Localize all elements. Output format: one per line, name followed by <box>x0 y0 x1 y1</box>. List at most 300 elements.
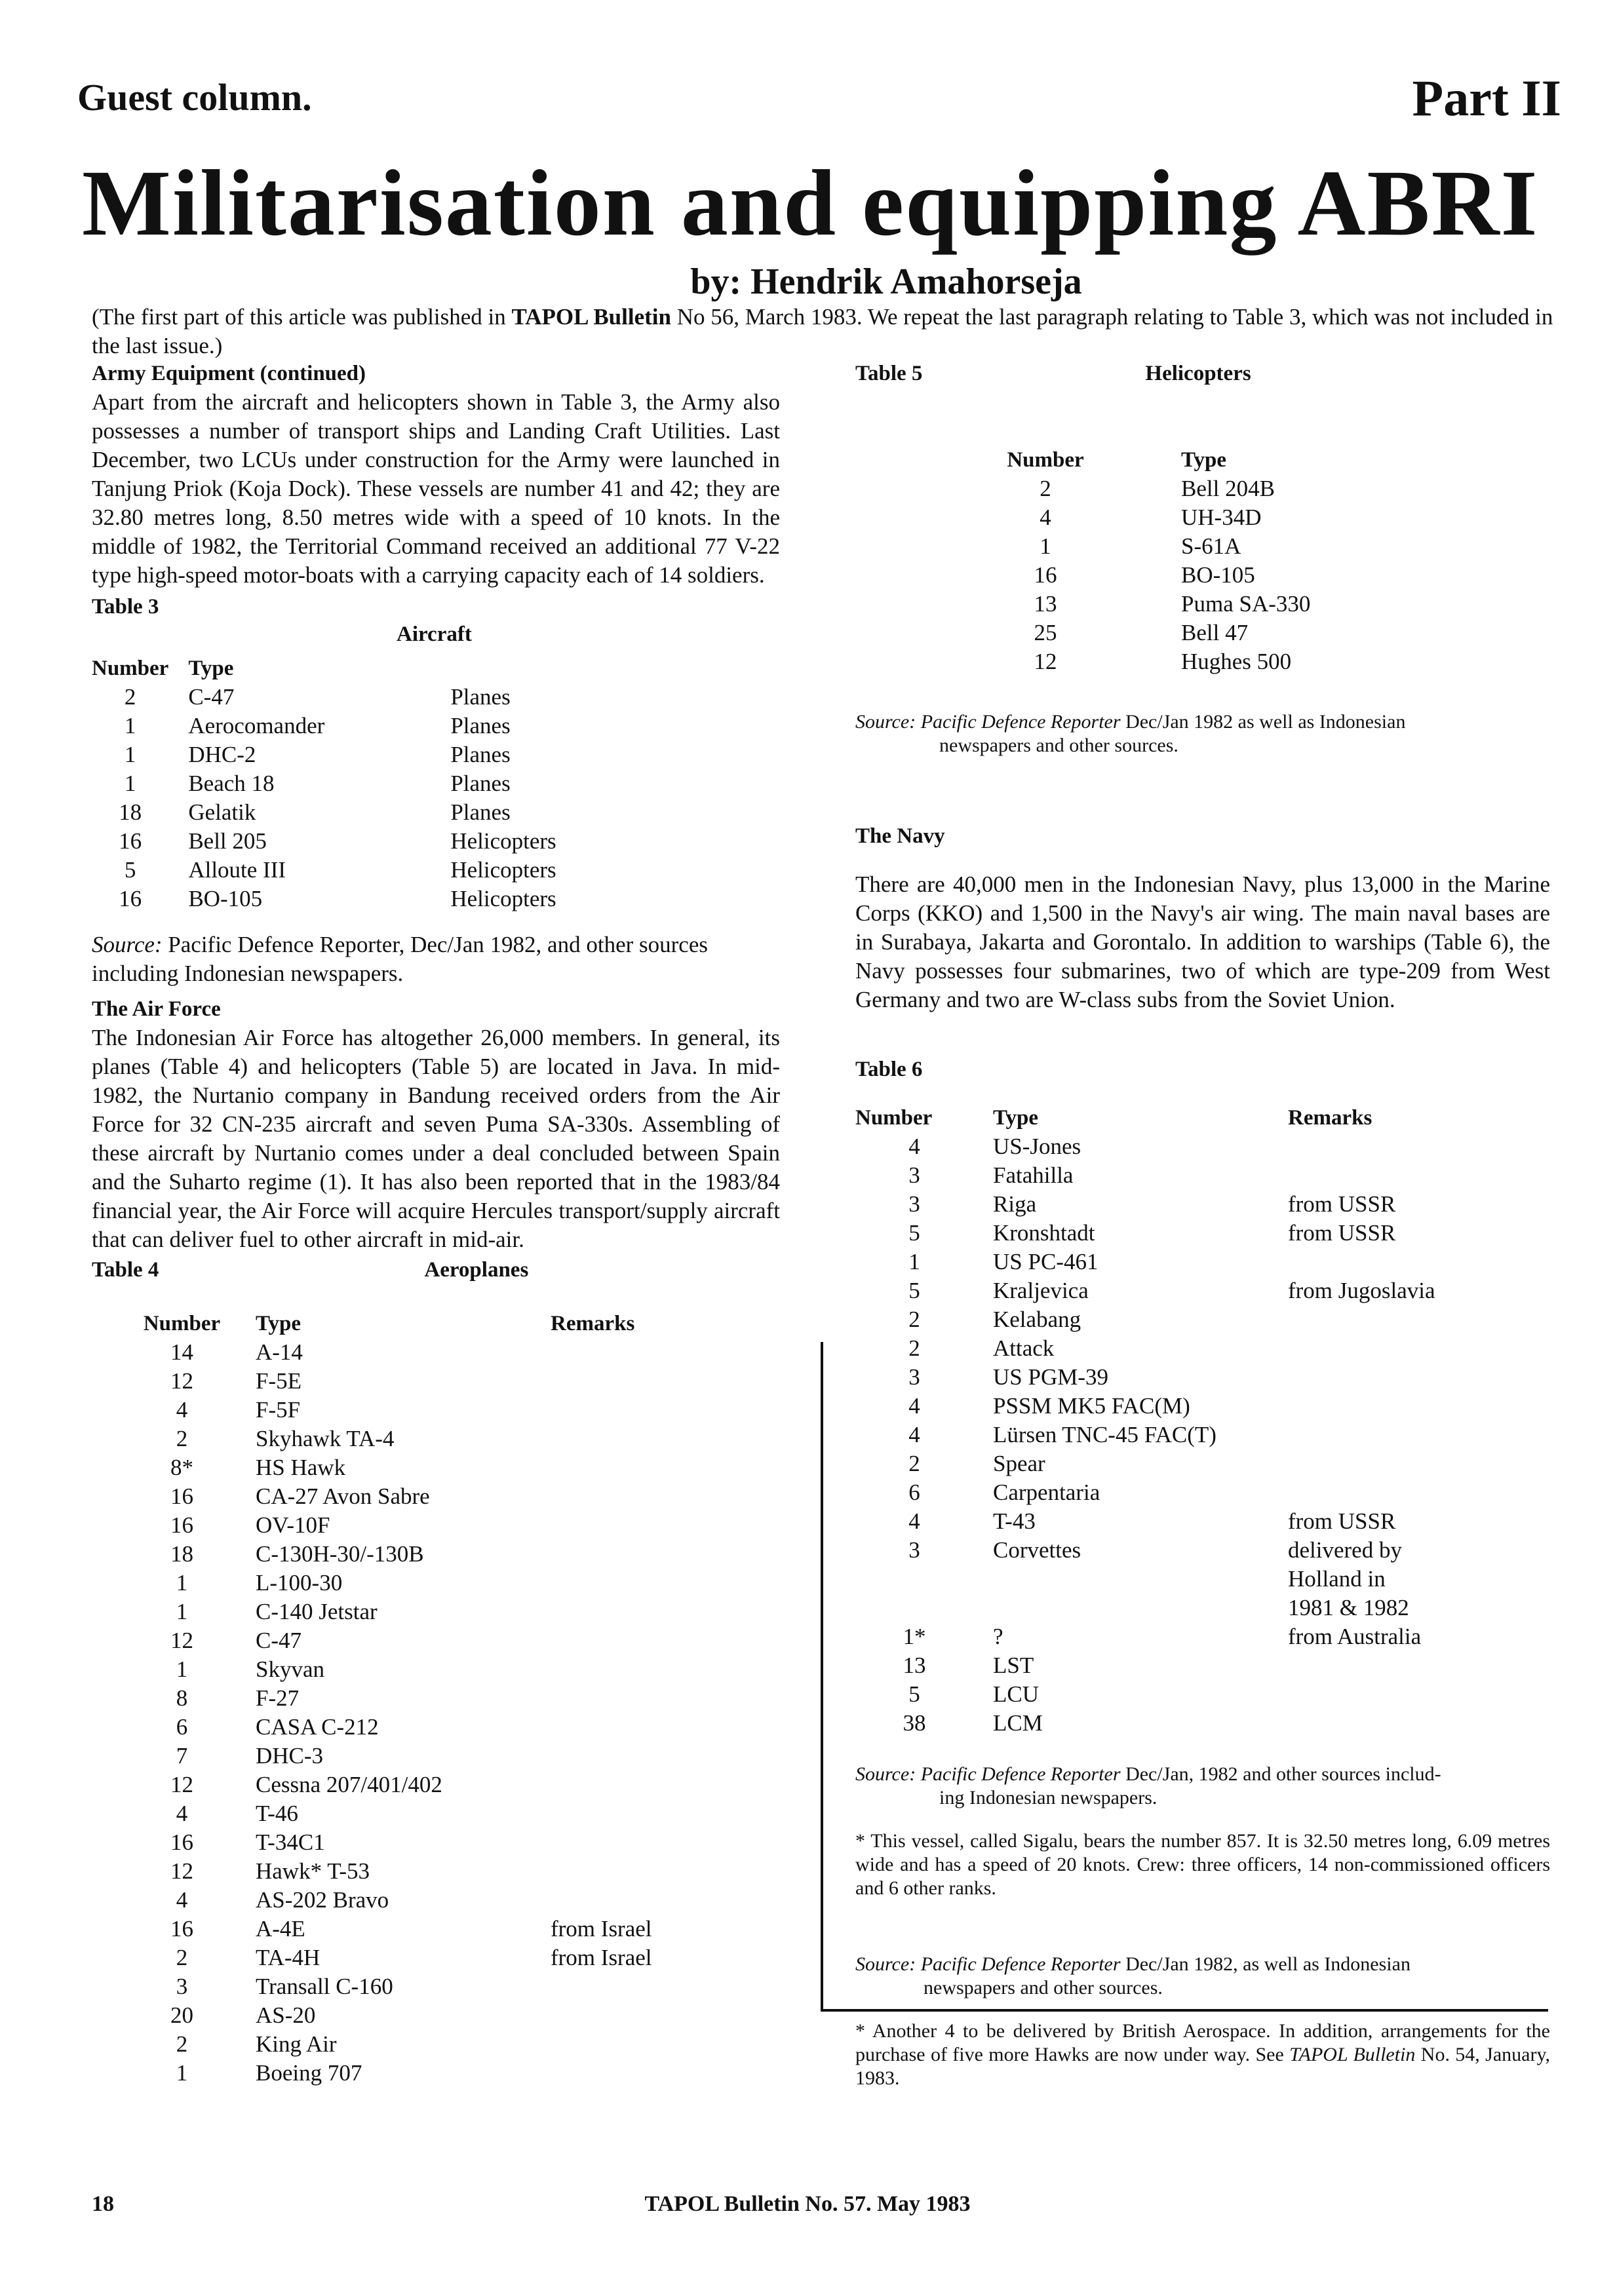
table3-number-cell: 1 <box>124 771 136 796</box>
table4-row <box>128 1972 652 2001</box>
table4-type-cell: T-34C1 <box>256 1829 325 1855</box>
table3-header <box>92 654 556 683</box>
table6-source-text2: ing Indonesian newspapers. <box>939 1787 1158 1808</box>
table6-col-type: Type <box>993 1106 1039 1130</box>
table6-header <box>855 1103 1485 1132</box>
table6-label: Table 6 <box>855 1058 923 1081</box>
table4-remarks-cell <box>551 1857 652 1886</box>
table4-number-cell: 12 <box>170 1772 193 1797</box>
table6-row <box>855 1565 1485 1594</box>
table6-remarks-cell <box>1288 1161 1485 1190</box>
table3-source-label: Source: <box>92 932 163 957</box>
table6-type-cell: Corvettes <box>993 1537 1081 1563</box>
table4-number-cell: 2 <box>176 1426 188 1451</box>
table6-number-cell: 13 <box>903 1653 926 1678</box>
table4-number-cell: 20 <box>170 2002 193 2028</box>
table6-remarks-cell <box>1288 1132 1485 1161</box>
table6-type-cell: US PC-461 <box>993 1249 1099 1274</box>
table4-caption: Aeroplanes <box>424 1258 529 1282</box>
table4-number-cell: 18 <box>170 1541 193 1567</box>
table5-row <box>970 647 1310 676</box>
table4-type-cell: TA-4H <box>256 1945 321 1970</box>
table3-caption: Aircraft <box>397 622 472 646</box>
table5-number-cell: 25 <box>1034 620 1057 645</box>
table6-type-cell: LCU <box>993 1681 1039 1707</box>
table3-number-cell: 18 <box>119 799 142 825</box>
table6-row <box>855 1248 1485 1276</box>
table5-number-cell: 16 <box>1034 562 1057 588</box>
table6-row <box>855 1219 1485 1248</box>
table6-number-cell: 2 <box>908 1451 920 1476</box>
table4-row <box>128 1684 652 1713</box>
table4-type-cell: HS Hawk <box>256 1455 346 1480</box>
table3 <box>92 654 556 913</box>
table4-row <box>128 1569 652 1598</box>
table5-number-cell: 4 <box>1040 505 1051 530</box>
table3-row <box>92 712 556 740</box>
table3-row <box>92 798 556 827</box>
table6-number-cell: 6 <box>908 1480 920 1505</box>
table6-row <box>855 1132 1485 1161</box>
table5-row <box>970 619 1310 647</box>
table3-row <box>92 740 556 769</box>
table4-remarks-cell: from Israel <box>551 1916 652 1942</box>
table4-type-cell: Cessna 207/401/402 <box>256 1772 442 1797</box>
table6-row <box>855 1363 1485 1392</box>
part-label: Part II <box>1412 69 1561 126</box>
table4-row <box>128 1598 652 1626</box>
table6-remarks-cell <box>1288 1421 1485 1449</box>
table4-source-label: Source: <box>855 1953 916 1975</box>
table5 <box>970 446 1310 676</box>
table6-remarks-cell <box>1288 1449 1485 1478</box>
table4-remarks-cell <box>551 1511 652 1540</box>
table4-number-cell: 16 <box>170 1916 193 1942</box>
table6-type-cell: Kronshtadt <box>993 1220 1095 1246</box>
table4-type-cell: C-140 Jetstar <box>256 1599 378 1624</box>
table6-box-left-rule <box>821 1342 823 2010</box>
table6-remarks-cell: 1981 & 1982 <box>1288 1595 1409 1620</box>
table6-number-cell <box>855 1594 973 1622</box>
navy-paragraph: There are 40,000 men in the Indonesian Navy, plus 13,000 in the Marine Corps (KKO) and 1,500 in the Navy's air wing. The main naval bases are in Surabaya, Jakarta and Gorontalo. In addition to warships (Table 6), the Navy possesses four submarines, two of which are type-209 from West Germany and two are W-class subs from the Soviet Union. <box>855 871 1550 1012</box>
table3-type-cell: Alloute III <box>188 857 286 883</box>
table6-type-cell: ? <box>993 1624 1003 1649</box>
table4-row <box>128 1857 652 1886</box>
table3-number-cell: 1 <box>124 713 136 738</box>
table4-number-cell: 16 <box>170 1512 193 1538</box>
table6-remarks-cell <box>1288 1680 1485 1709</box>
table5-type-cell: Puma SA-330 <box>1181 591 1311 617</box>
table3-row <box>92 885 556 913</box>
table6-type-cell: Kelabang <box>993 1307 1081 1332</box>
table4-row <box>128 1742 652 1770</box>
table5-source-pub: Pacific Defence Reporter <box>920 711 1121 733</box>
table4-number-cell: 4 <box>176 1397 188 1423</box>
table3-row <box>92 856 556 885</box>
table4-col-number: Number <box>143 1312 221 1335</box>
intro-pre: (The first part of this article was published in <box>92 304 512 330</box>
table6-type-cell: Fatahilla <box>993 1162 1074 1188</box>
table6-number-cell: 3 <box>908 1162 920 1188</box>
table6-remarks-cell <box>1288 1478 1485 1507</box>
table3-col-kind <box>450 654 556 683</box>
table6-remarks-cell: delivered by <box>1288 1537 1402 1563</box>
table6-type-cell: LST <box>993 1653 1034 1678</box>
table4-source <box>855 1953 1550 2000</box>
table3-number-cell: 16 <box>119 886 142 911</box>
table4-type-cell: Skyvan <box>256 1656 324 1682</box>
table5-row <box>970 590 1310 619</box>
table3-row <box>92 827 556 856</box>
table4-type-cell: F-5F <box>256 1397 301 1423</box>
table4-remarks-cell <box>551 1828 652 1857</box>
table4-row <box>128 2059 652 2088</box>
table5-source-label: Source: <box>855 711 916 733</box>
table4-remarks-cell <box>551 1626 652 1655</box>
table6-type-cell: US PGM-39 <box>993 1364 1109 1390</box>
table6-number-cell: 4 <box>908 1422 920 1447</box>
table5-type-cell: Bell 204B <box>1181 476 1275 501</box>
table4-col-type: Type <box>256 1312 302 1335</box>
table3-kind-cell: Planes <box>450 713 511 738</box>
table6-row <box>855 1507 1485 1536</box>
table4-type-cell: CA-27 Avon Sabre <box>256 1483 430 1509</box>
table4-row <box>128 1828 652 1857</box>
table4-type-cell: CASA C-212 <box>256 1714 379 1740</box>
table4-row <box>128 1396 652 1425</box>
table3-type-cell: Aerocomander <box>188 713 325 738</box>
table6-row <box>855 1651 1485 1680</box>
table4-number-cell: 1 <box>176 1599 188 1624</box>
table4-type-cell: DHC-3 <box>256 1743 324 1769</box>
table3-col-number: Number <box>92 657 169 680</box>
table6-row <box>855 1449 1485 1478</box>
table4-type-cell: Transall C-160 <box>256 1974 393 1999</box>
table3-row <box>92 683 556 712</box>
table6-row <box>855 1421 1485 1449</box>
table6-type-cell: LCM <box>993 1710 1043 1736</box>
table5-row <box>970 532 1310 561</box>
table4-row <box>128 1425 652 1453</box>
table3-type-cell: Gelatik <box>188 799 256 825</box>
table6-remarks-cell <box>1288 1248 1485 1276</box>
table4-number-cell: 1 <box>176 1656 188 1682</box>
army-paragraph: Apart from the aircraft and helicopters shown in Table 3, the Army also possesses a number of transport ships and Landing Craft Utilities. Last December, two LCUs under construction for the Army were launched in Tanjung Priok (Koja Dock). These vessels are number 41 and 42; they are 32.80 metres long, 8.50 metres wide with a speed of 10 knots. In the middle of 1982, the Territorial Command received an additional 77 V-22 type high-speed motor-boats with a carrying capacity each of 14 soldiers. <box>92 389 780 588</box>
table4-number-cell: 8 <box>176 1685 188 1711</box>
table4-row <box>128 1886 652 1915</box>
table4-row <box>128 1338 652 1367</box>
table3-caption-row <box>92 592 780 621</box>
table6-col-remarks: Remarks <box>1288 1106 1372 1130</box>
table4-row <box>128 1915 652 1943</box>
article-title: Militarisation and equipping ABRI <box>82 151 1539 256</box>
table4-remarks-cell <box>551 2001 652 2030</box>
table4-type-cell: King Air <box>256 2031 337 2057</box>
table4-number-cell: 2 <box>176 2031 188 2057</box>
table3-kind-cell: Helicopters <box>450 828 556 854</box>
table4-caption-row <box>92 1255 780 1284</box>
table4-type-cell: L-100-30 <box>256 1570 343 1596</box>
table5-number-cell: 12 <box>1034 649 1057 674</box>
publication-footer: TAPOL Bulletin No. 57. May 1983 <box>644 2192 971 2216</box>
table6-source-label: Source: <box>855 1763 916 1785</box>
table4-type-cell: Hawk* T-53 <box>256 1858 370 1884</box>
table5-caption: Helicopters <box>1145 362 1251 385</box>
intro-note <box>92 303 1560 360</box>
table5-col-type: Type <box>1181 448 1227 472</box>
table4-type-cell: C-47 <box>256 1628 302 1653</box>
table4-remarks-cell <box>551 1396 652 1425</box>
table3-type-cell: C-47 <box>188 684 235 710</box>
table4-number-cell: 8* <box>170 1455 193 1480</box>
table4-type-cell: T-46 <box>256 1801 298 1826</box>
table4-row <box>128 1655 652 1684</box>
table3-kind-cell: Planes <box>450 742 511 767</box>
table6-type-cell: Carpentaria <box>993 1480 1100 1505</box>
table5-type-cell: S-61A <box>1181 533 1241 559</box>
table6-type-cell: US-Jones <box>993 1134 1081 1159</box>
intro-bulletin: TAPOL Bulletin <box>511 304 671 330</box>
table4-remarks-cell <box>551 1655 652 1684</box>
table6-number-cell: 3 <box>908 1537 920 1563</box>
table6-row <box>855 1680 1485 1709</box>
table4-remarks-cell <box>551 1453 652 1482</box>
table4-row <box>128 2030 652 2059</box>
table6-remarks-cell: from USSR <box>1288 1508 1396 1534</box>
table5-type-cell: Bell 47 <box>1181 620 1249 645</box>
table6-type-cell <box>973 1594 1288 1622</box>
table4-number-cell: 4 <box>176 1887 188 1913</box>
table6 <box>855 1103 1485 1738</box>
table4-number-cell: 4 <box>176 1801 188 1826</box>
table4-type-cell: OV-10F <box>256 1512 330 1538</box>
table4-note <box>855 2019 1550 2090</box>
table6-number-cell: 38 <box>903 1710 926 1736</box>
table3-kind-cell: Helicopters <box>450 857 556 883</box>
table3-kind-cell: Planes <box>450 771 511 796</box>
table3-kind-cell: Helicopters <box>450 886 556 911</box>
table4-label: Table 4 <box>92 1258 159 1282</box>
table3-kind-cell: Planes <box>450 684 511 710</box>
table4-source-text2: newspapers and other sources. <box>924 1977 1163 1999</box>
table4-type-cell: AS-202 Bravo <box>256 1887 389 1913</box>
table6-source-text1: Dec/Jan, 1982 and other sources includ- <box>1120 1763 1441 1785</box>
table6-row <box>855 1334 1485 1363</box>
table4-type-cell: F-27 <box>256 1685 300 1711</box>
table4-row <box>128 1943 652 1972</box>
page-number: 18 <box>92 2192 114 2216</box>
table4-row <box>128 1540 652 1569</box>
table4-source-text1: Dec/Jan 1982, as well as Indonesian <box>1120 1953 1411 1975</box>
table5-number-cell: 2 <box>1040 476 1051 501</box>
table4-remarks-cell <box>551 1540 652 1569</box>
table6-source-pub: Pacific Defence Reporter <box>920 1763 1121 1785</box>
table4-type-cell: AS-20 <box>256 2002 316 2028</box>
table5-source <box>855 710 1550 757</box>
table3-source <box>92 930 780 988</box>
table4-row <box>128 1770 652 1799</box>
table4-remarks-cell <box>551 1742 652 1770</box>
table4-number-cell: 6 <box>176 1714 188 1740</box>
table6-col-number: Number <box>855 1106 933 1130</box>
table4-type-cell: A-14 <box>256 1339 303 1365</box>
table4 <box>128 1309 652 2088</box>
table6-row <box>855 1594 1485 1622</box>
table4-remarks-cell <box>551 1770 652 1799</box>
table6-caption-row <box>855 1055 1550 1084</box>
table4-remarks-cell <box>551 2030 652 2059</box>
table3-source-text: Pacific Defence Reporter, Dec/Jan 1982, and other sources including Indonesian newspapers. <box>92 932 708 986</box>
table3-number-cell: 16 <box>119 828 142 854</box>
table4-remarks-cell <box>551 1972 652 2001</box>
table6-remarks-cell: from Australia <box>1288 1624 1422 1649</box>
table6-remarks-cell <box>1288 1392 1485 1421</box>
airforce-heading: The Air Force <box>92 997 221 1021</box>
table6-remarks-cell <box>1288 1363 1485 1392</box>
table5-type-cell: BO-105 <box>1181 562 1255 588</box>
table3-number-cell: 2 <box>124 684 136 710</box>
table3-type-cell: Beach 18 <box>188 771 275 796</box>
table6-row <box>855 1161 1485 1190</box>
table4-col-remarks: Remarks <box>551 1312 635 1335</box>
table6-type-cell: Kraljevica <box>993 1278 1089 1303</box>
table4-remarks-cell <box>551 1799 652 1828</box>
table6-remarks-cell <box>1288 1651 1485 1680</box>
column-label: Guest column. <box>77 76 312 119</box>
table4-number-cell: 1 <box>176 1570 188 1596</box>
table4-number-cell: 14 <box>170 1339 193 1365</box>
table5-number-cell: 13 <box>1034 591 1057 617</box>
table6-type-cell: Attack <box>993 1335 1055 1361</box>
table4-remarks-cell <box>551 1684 652 1713</box>
table6-row <box>855 1709 1485 1738</box>
table6-row <box>855 1190 1485 1219</box>
table6-remarks-cell: from USSR <box>1288 1220 1396 1246</box>
table6-number-cell: 4 <box>908 1134 920 1159</box>
table3-row <box>92 769 556 798</box>
table5-label: Table 5 <box>855 362 923 385</box>
table5-type-cell: UH-34D <box>1181 505 1262 530</box>
table4-note-text: * Another 4 to be delivered by British Aerospace. In addition, arrangements for the purchase of five more Hawks are now under way. See <box>855 2020 1550 2065</box>
table6-number-cell: 4 <box>908 1393 920 1419</box>
table4-row <box>128 1453 652 1482</box>
table4-number-cell: 1 <box>176 2060 188 2086</box>
table6-number-cell: 3 <box>908 1364 920 1390</box>
table3-number-cell: 5 <box>124 857 136 883</box>
table4-remarks-cell <box>551 1338 652 1367</box>
table5-row <box>970 474 1310 503</box>
table4-remarks-cell <box>551 1425 652 1453</box>
table4-remarks-cell <box>551 1713 652 1742</box>
table5-source-text2: newspapers and other sources. <box>939 735 1178 756</box>
table6-remarks-cell <box>1288 1709 1485 1738</box>
table5-col-number: Number <box>1007 448 1084 472</box>
table4-remarks-cell <box>551 1367 652 1396</box>
table6-remarks-cell: from USSR <box>1288 1191 1396 1217</box>
table4-remarks-cell <box>551 1482 652 1511</box>
table4-row <box>128 1482 652 1511</box>
table4-type-cell: Boeing 707 <box>256 2060 362 2086</box>
table6-row <box>855 1392 1485 1421</box>
table6-number-cell: 2 <box>908 1307 920 1332</box>
right-column <box>855 359 1550 2090</box>
table3-type-cell: BO-105 <box>188 886 263 911</box>
army-heading: Army Equipment (continued) <box>92 362 366 385</box>
table6-type-cell: Spear <box>993 1451 1045 1476</box>
table6-type-cell: Lürsen TNC-45 FAC(T) <box>993 1422 1216 1447</box>
table6-remarks-cell <box>1288 1305 1485 1334</box>
table4-number-cell: 12 <box>170 1858 193 1884</box>
table5-type-cell: Hughes 500 <box>1181 649 1292 674</box>
table4-row <box>128 1799 652 1828</box>
table5-caption-row <box>855 359 1550 388</box>
table6-row <box>855 1305 1485 1334</box>
intro-post: No 56, March 1983. We repeat the last paragraph relating to Table 3, which was not included in the last issue.) <box>92 304 1553 358</box>
table6-number-cell: 3 <box>908 1191 920 1217</box>
table6-row <box>855 1276 1485 1305</box>
table4-number-cell: 3 <box>176 1974 188 1999</box>
table4-number-cell: 12 <box>170 1368 193 1394</box>
table4-type-cell: A-4E <box>256 1916 305 1942</box>
table4-type-cell: C-130H-30/-130B <box>256 1541 424 1567</box>
table4-row <box>128 1367 652 1396</box>
table4-remarks-cell <box>551 1598 652 1626</box>
left-column <box>92 359 780 2088</box>
table4-remarks-cell <box>551 1886 652 1915</box>
table5-header <box>970 446 1310 474</box>
table4-remarks-cell <box>551 1569 652 1598</box>
table6-number-cell <box>855 1565 973 1594</box>
table4-header <box>128 1309 652 1338</box>
table4-remarks-cell <box>551 2059 652 2088</box>
table4-number-cell: 16 <box>170 1483 193 1509</box>
table5-number-cell: 1 <box>1040 533 1051 559</box>
table6-row <box>855 1622 1485 1651</box>
table4-row <box>128 1713 652 1742</box>
table6-row <box>855 1536 1485 1565</box>
table4-row <box>128 1511 652 1540</box>
table4-row <box>128 2001 652 2030</box>
table5-row <box>970 503 1310 532</box>
table3-title-row <box>92 620 780 649</box>
table6-number-cell: 2 <box>908 1335 920 1361</box>
table4-number-cell: 2 <box>176 1945 188 1970</box>
table4-type-cell: F-5E <box>256 1368 302 1394</box>
table6-type-cell <box>973 1565 1288 1594</box>
table6-note: * This vessel, called Sigalu, bears the number 857. It is 32.50 metres long, 6.09 metres wide and has a speed of 20 knots. Crew: three officers, 14 non-commissioned officers and 6 other ranks. <box>855 1830 1550 1899</box>
table6-row <box>855 1478 1485 1507</box>
table3-number-cell: 1 <box>124 742 136 767</box>
table6-number-cell: 4 <box>908 1508 920 1534</box>
table6-box-bottom-rule <box>821 2009 1548 2012</box>
table3-type-cell: Bell 205 <box>188 828 267 854</box>
table6-remarks-cell: from Jugoslavia <box>1288 1278 1435 1303</box>
table6-number-cell: 5 <box>908 1220 920 1246</box>
airforce-paragraph: The Indonesian Air Force has altogether 26,000 members. In general, its planes (Table 4) and helicopters (Table 5) are located in Java. In mid-1982, the Nurtanio company in Bandung received orders from the Air Force for 32 CN-235 aircraft and seven Puma SA-330s. Assembling of these aircraft by Nurtanio comes under a deal concluded between Spain and the Suharto regime (1). It has also been reported that in the 1983/84 financial year, the Air Force will acquire Hercules transport/supply aircraft that can deliver fuel to other aircraft in mid-air. <box>92 1025 780 1252</box>
table6-number-cell: 1* <box>903 1624 926 1649</box>
table6-number-cell: 5 <box>908 1278 920 1303</box>
table5-row <box>970 561 1310 590</box>
table3-kind-cell: Planes <box>450 799 511 825</box>
table4-number-cell: 12 <box>170 1628 193 1653</box>
table4-note-pub: TAPOL Bulletin <box>1289 2044 1416 2065</box>
table3-label: Table 3 <box>92 595 159 619</box>
table4-source-pub: Pacific Defence Reporter <box>920 1953 1121 1975</box>
table6-type-cell: PSSM MK5 FAC(M) <box>993 1393 1190 1419</box>
table6-number-cell: 5 <box>908 1681 920 1707</box>
table6-type-cell: Riga <box>993 1191 1037 1217</box>
table3-type-cell: DHC-2 <box>188 742 256 767</box>
